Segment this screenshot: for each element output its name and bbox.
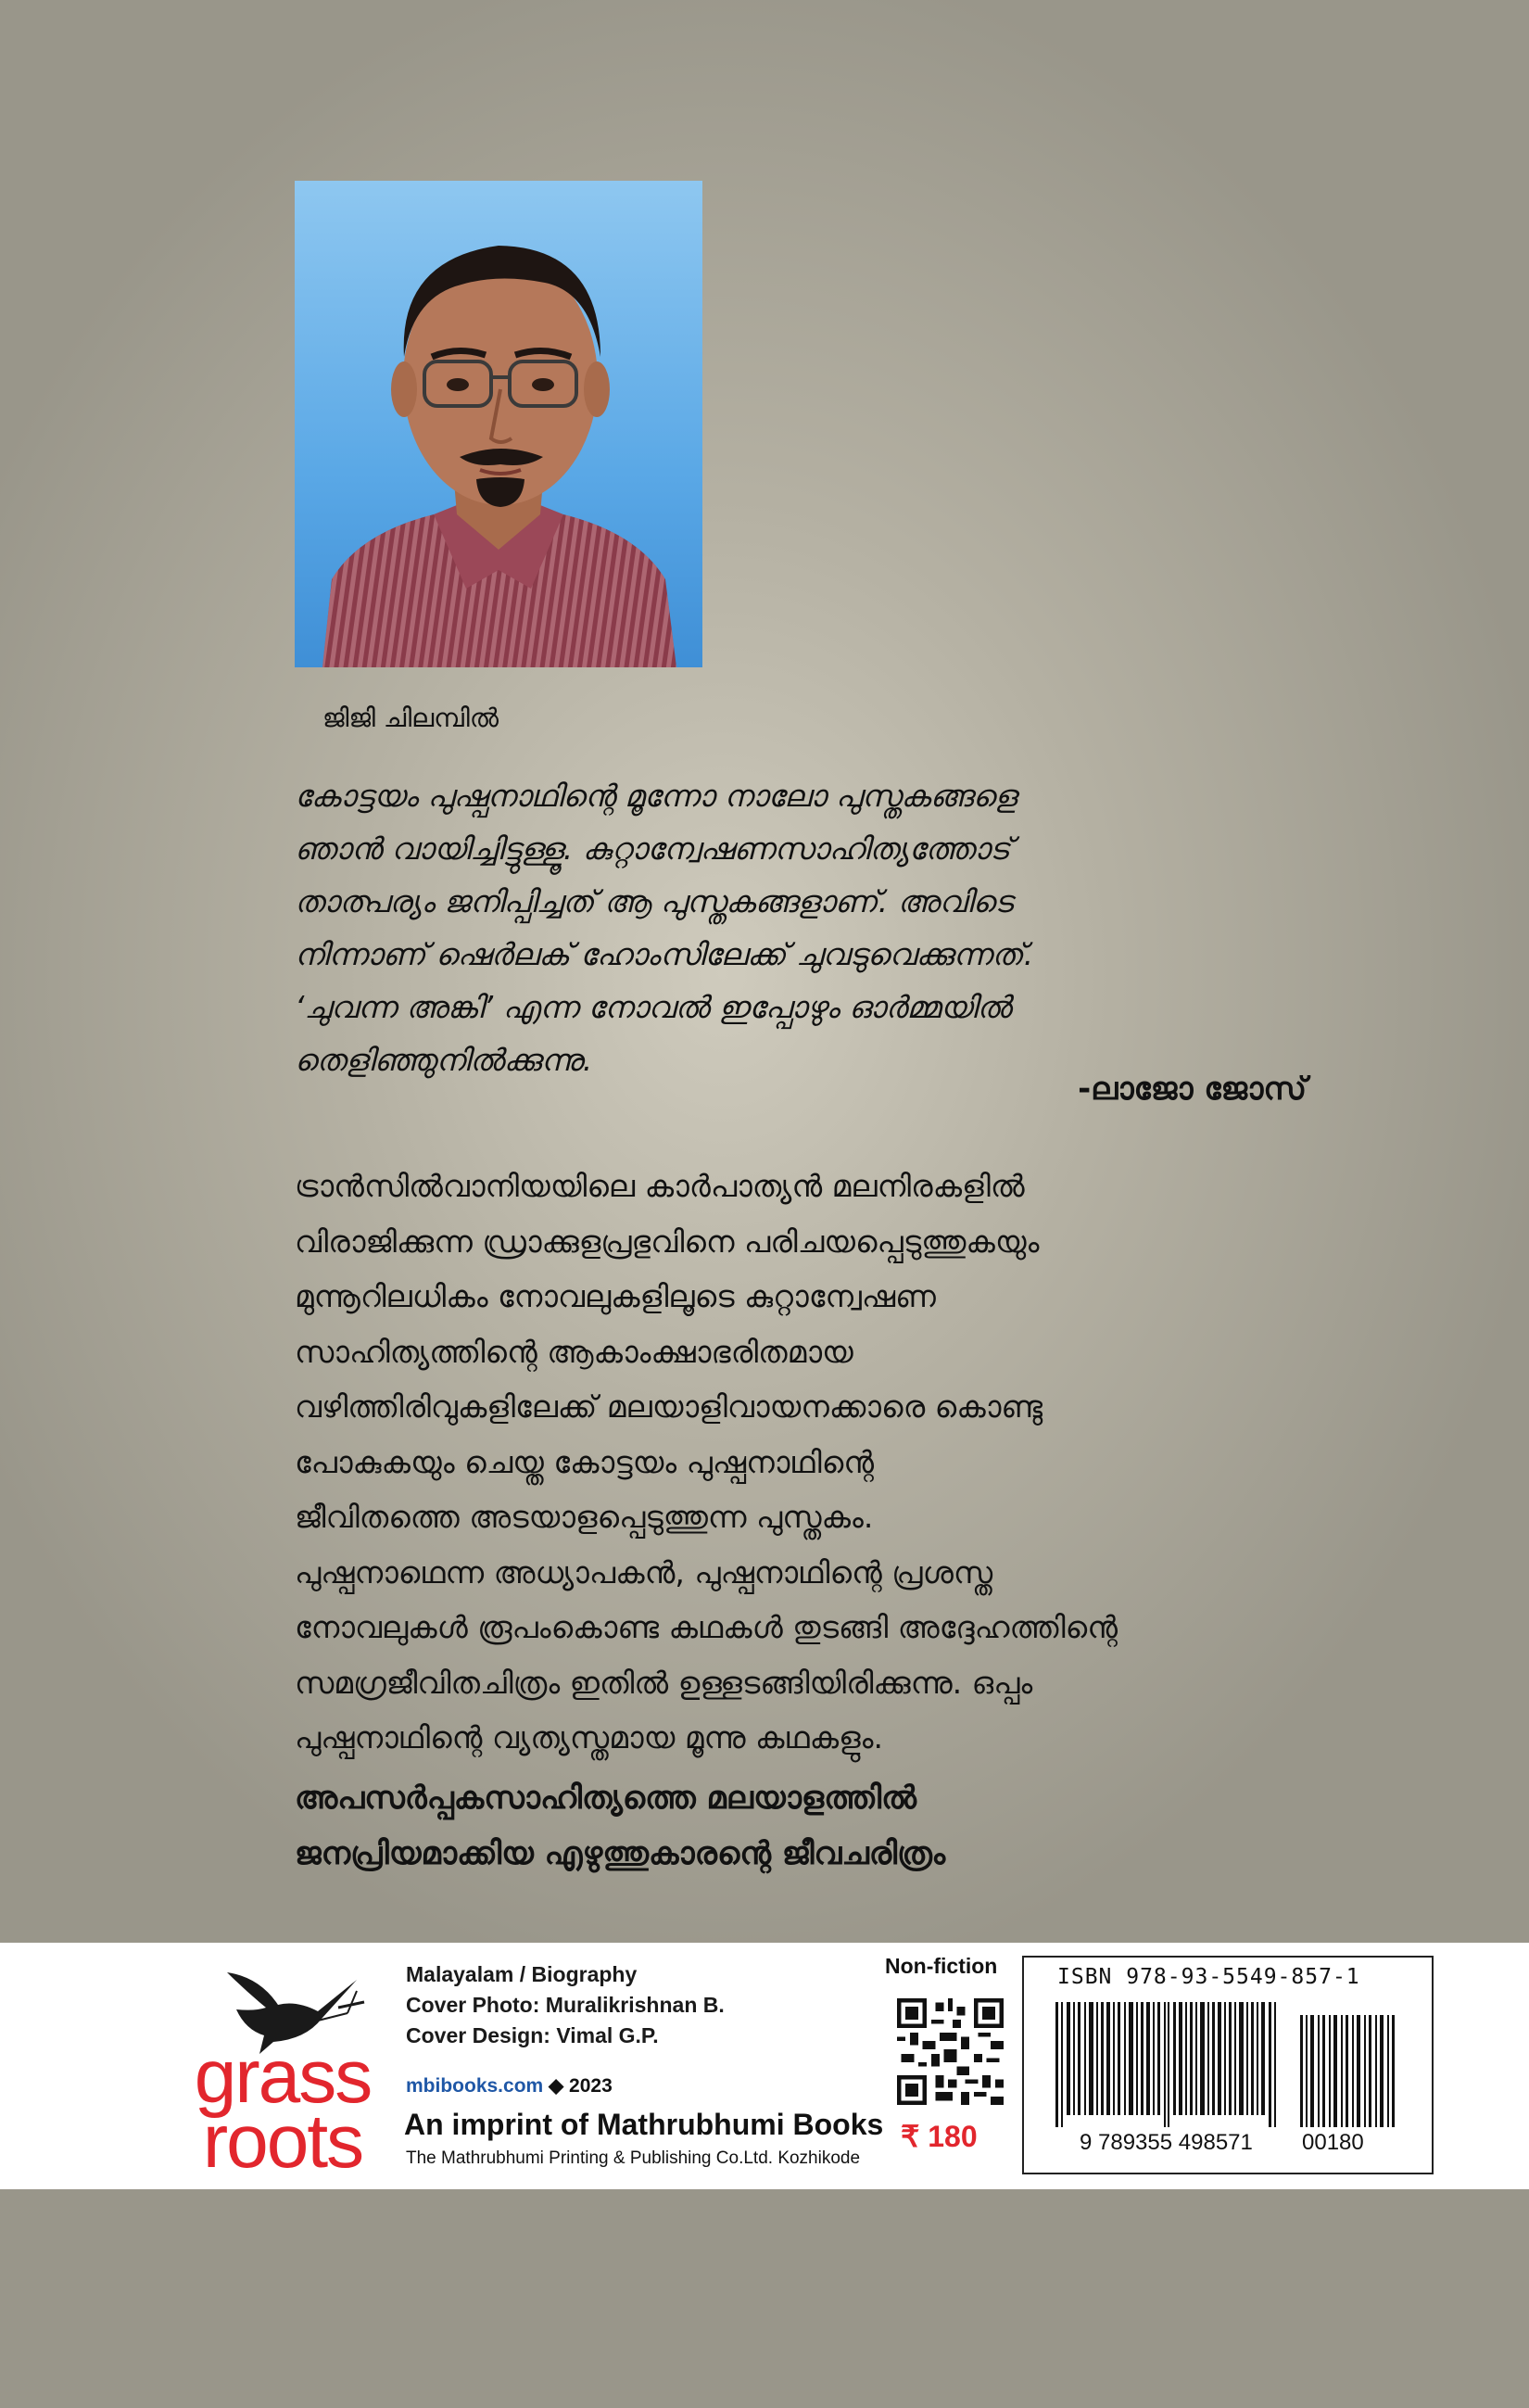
isbn-label: ISBN 978-93-5549-857-1 (1057, 1965, 1360, 1989)
cover-photo-credit: Cover Photo: Muralikrishnan B. (406, 1993, 725, 2017)
publisher-website: mbibooks.com (406, 2075, 544, 2097)
barcode-icon (1055, 2002, 1408, 2127)
book-credits (406, 1959, 725, 2051)
book-tagline: അപസർപ്പകസാഹിത്യത്തെ മലയാളത്തിൽ ജനപ്രിയമാക്കിയ എഴുത്തുകാരന്റെ ജീവചരിത്രം (295, 1780, 946, 1872)
book-blurb: ട്രാൻസിൽവാനിയയിലെ കാർപാത്യൻ മലനിരകളിൽ വിരാജിക്കുന്ന ഡ്രാക്കുളപ്രഭുവിനെ പരിചയപ്പെടുത്തുകയും മുന്നൂറിലധികം നോവലുകളിലൂടെ കുറ്റാന്വേഷണ സാഹിത്യത്തിന്റെ ആകാംക്ഷാഭരിതമായ വഴിത്തിരിവുകളിലേക്ക് മലയാളിവായനക്കാരെ കൊണ്ടു പോകുകയും ചെയ്ത കോട്ടയം പുഷ്പനാഥിന്റെ ജീവിതത്തെ അടയാളപ്പെടുത്തുന്ന പുസ്തകം. പുഷ്പനാഥെന്ന അധ്യാപകൻ, പുഷ്പനാഥിന്റെ പ്രശസ്ത നോവലുകൾ രൂപംകൊണ്ട കഥകൾ തുടങ്ങി അദ്ദേഹത്തിന്റെ സമഗ്രജീവിതചിത്രം ഇതിൽ ഉള്ളടങ്ങിയിരിക്കുന്നു. ഒപ്പം പുഷ്പനാഥിന്റെ വ്യത്യസ്തമായ മൂന്നു കഥകളും. (295, 1168, 1118, 1755)
publisher-web-line (406, 2074, 613, 2097)
logo-line-grass: grass (194, 2034, 372, 2119)
printer-line: The Mathrubhumi Printing & Publishing Co.Ltd. Kozhikode (406, 2148, 861, 2168)
diamond-separator-icon: ◆ (549, 2075, 564, 2097)
book-category: Malayalam / Biography (406, 1962, 638, 1986)
quote-attribution: -ലാജോ ജോസ് (1078, 1071, 1307, 1108)
logo-line-roots: roots (202, 2099, 363, 2184)
publisher-info-band (0, 1943, 1529, 2189)
author-photo (295, 181, 702, 667)
isbn-barcode-box (1022, 1956, 1434, 2174)
isbn-digits: 9 789355 498571 (1080, 2130, 1253, 2155)
author-name-caption: ജിജി ചിലമ്പിൽ (322, 703, 499, 733)
imprint-line: An imprint of Mathrubhumi Books (404, 2108, 884, 2141)
endorsement-quote: കോട്ടയം പുഷ്പനാഥിന്റെ മൂന്നോ നാലോ പുസ്തകങ്ങളെ ഞാൻ വായിച്ചിട്ടുള്ളൂ. കുറ്റാന്വേഷണസാഹിത്യത്തോട് താത്പര്യം ജനിപ്പിച്ചത് ആ പുസ്തകങ്ങളാണ്. അവിടെ നിന്നാണ് ഷെർലക് ഹോംസിലേക്ക് ചുവടുവെക്കുന്നത്. ‘ചുവന്ന അങ്കി’ എന്ന നോവൽ ഇപ്പോഴും ഓർമ്മയിൽ തെളിഞ്ഞുനിൽക്കുന്നു. (295, 778, 1034, 1078)
qr-code-icon (897, 1998, 1004, 2105)
cover-design-credit: Cover Design: Vimal G.P. (406, 2023, 659, 2047)
publication-year: 2023 (569, 2075, 613, 2097)
book-price: ₹ 180 (901, 2120, 978, 2153)
grassroots-logo-text (171, 2034, 394, 2184)
isbn-addon-digits: 00180 (1302, 2130, 1364, 2155)
author-portrait-illustration (295, 181, 702, 667)
genre-label: Non-fiction (885, 1954, 998, 1978)
